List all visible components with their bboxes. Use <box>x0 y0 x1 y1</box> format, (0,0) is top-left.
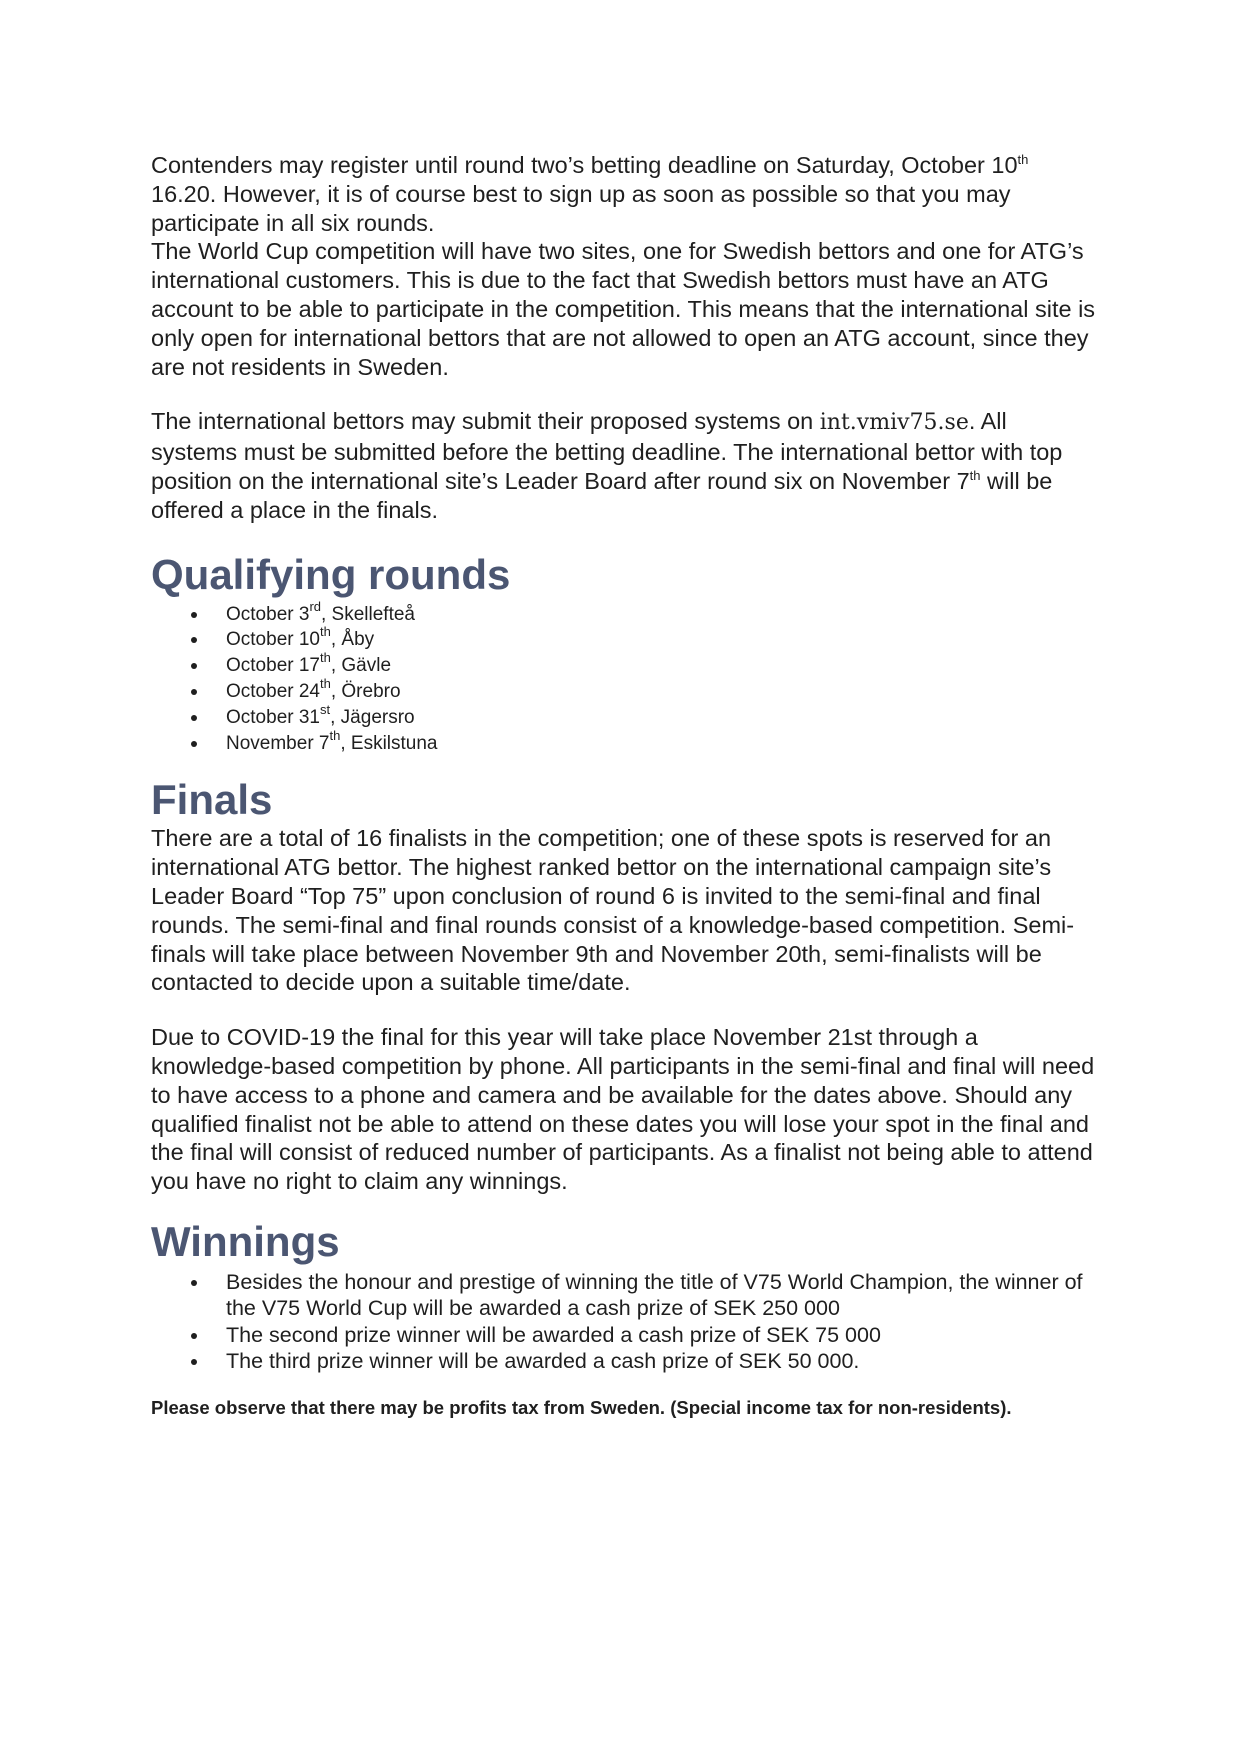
list-item <box>151 701 1096 731</box>
ordinal-suffix: th <box>320 675 331 691</box>
round-venue: , Skellefteå <box>321 603 415 625</box>
round-date: October 3 <box>226 603 310 625</box>
qualifying-rounds-list <box>151 598 1096 757</box>
finals-paragraph-covid: Due to COVID-19 the final for this year will take place November 21st through a knowledge-based competition by phone. All participants in the semi-final and final will need to have access to a phone and camera and be available for the dates above. Should any qualified finalist not be able to attend on these dates you will lose your spot in the final and the final will consist of reduced number of participants. As a finalist not being able to attend you have no right to claim any winnings. <box>151 1024 1095 1195</box>
ordinal-suffix: st <box>320 701 331 717</box>
list-item <box>151 727 1096 757</box>
round-venue: , Åby <box>330 629 375 651</box>
list-item: The second prize winner will be awarded a cash prize of SEK 75 000 <box>151 1322 1096 1349</box>
intro-text: The international bettors may submit their proposed systems on <box>151 408 820 435</box>
round-venue: , Eskilstuna <box>340 732 438 754</box>
winnings-heading: Winnings <box>151 1217 340 1265</box>
intro-text: . All systems must be submitted before the betting deadline. The international bettor with top position on the international site’s Leader Board after round six on November 7 <box>151 408 1063 494</box>
intro-text: 16.20. However, it is of course best to sign up as soon as possible so that you may participate in all six rounds. <box>151 180 1011 236</box>
ordinal-suffix: rd <box>309 598 321 614</box>
list-item <box>151 650 1096 679</box>
list-item <box>151 624 1096 653</box>
finals-paragraph-overview: There are a total of 16 finalists in the competition; one of these spots is reserved for an international ATG bettor. The highest ranked bettor on the international campaign site’s Leader Board “Top 75” upon conclusion of round 6 is invited to the semi-final and final rounds. The semi-final and final rounds consist of a knowledge-based competition. Semi-finals will take place between November 9th and November 20th, semi-finalists will be contacted to decide upon a suitable time/date. <box>151 825 1075 996</box>
round-date: October 24 <box>226 680 320 702</box>
site-link[interactable]: int.vmiv75.se <box>819 410 969 436</box>
ordinal-suffix: th <box>1017 152 1029 167</box>
ordinal-suffix: th <box>320 650 331 666</box>
list-item: The third prize winner will be awarded a cash prize of SEK 50 000. <box>151 1348 1096 1375</box>
round-venue: , Jägersro <box>330 706 415 728</box>
round-venue: , Gävle <box>330 655 392 677</box>
round-date: October 10 <box>226 629 320 651</box>
ordinal-suffix: th <box>329 727 341 743</box>
intro-text: will be offered a place in the finals. <box>151 467 1053 523</box>
round-date: November 7 <box>226 732 330 754</box>
document-page <box>151 151 1096 1420</box>
tax-note: Please observe that there may be profits tax from Sweden. (Special income tax for non-residents). <box>151 1396 1012 1418</box>
winnings-list <box>151 1269 1096 1375</box>
intro-paragraph-international <box>151 407 1096 524</box>
intro-paragraph-sites: The World Cup competition will have two sites, one for Swedish bettors and one for ATG’s international customers. This is due to the fact that Swedish bettors must have an ATG account to be able to participate in the competition. This means that the international site is only open for international bettors that are not allowed to open an ATG account, since they are not residents in Sweden. <box>151 238 1096 380</box>
ordinal-suffix: th <box>969 467 981 483</box>
ordinal-suffix: th <box>320 624 331 640</box>
list-item: Besides the honour and prestige of winning the title of V75 World Champion, the winner of the V75 World Cup will be awarded a cash prize of SEK 250 000 <box>151 1269 1096 1322</box>
qualifying-rounds-heading: Qualifying rounds <box>151 550 511 598</box>
intro-paragraph-registration <box>151 151 1096 237</box>
list-item <box>151 598 1096 628</box>
finals-heading: Finals <box>151 776 273 824</box>
round-date: October 31 <box>226 706 320 728</box>
round-venue: , Örebro <box>330 680 401 702</box>
intro-text: Contenders may register until round two’s betting deadline on Saturday, October 10 <box>151 152 1018 178</box>
list-item <box>151 675 1096 705</box>
round-date: October 17 <box>226 655 320 677</box>
